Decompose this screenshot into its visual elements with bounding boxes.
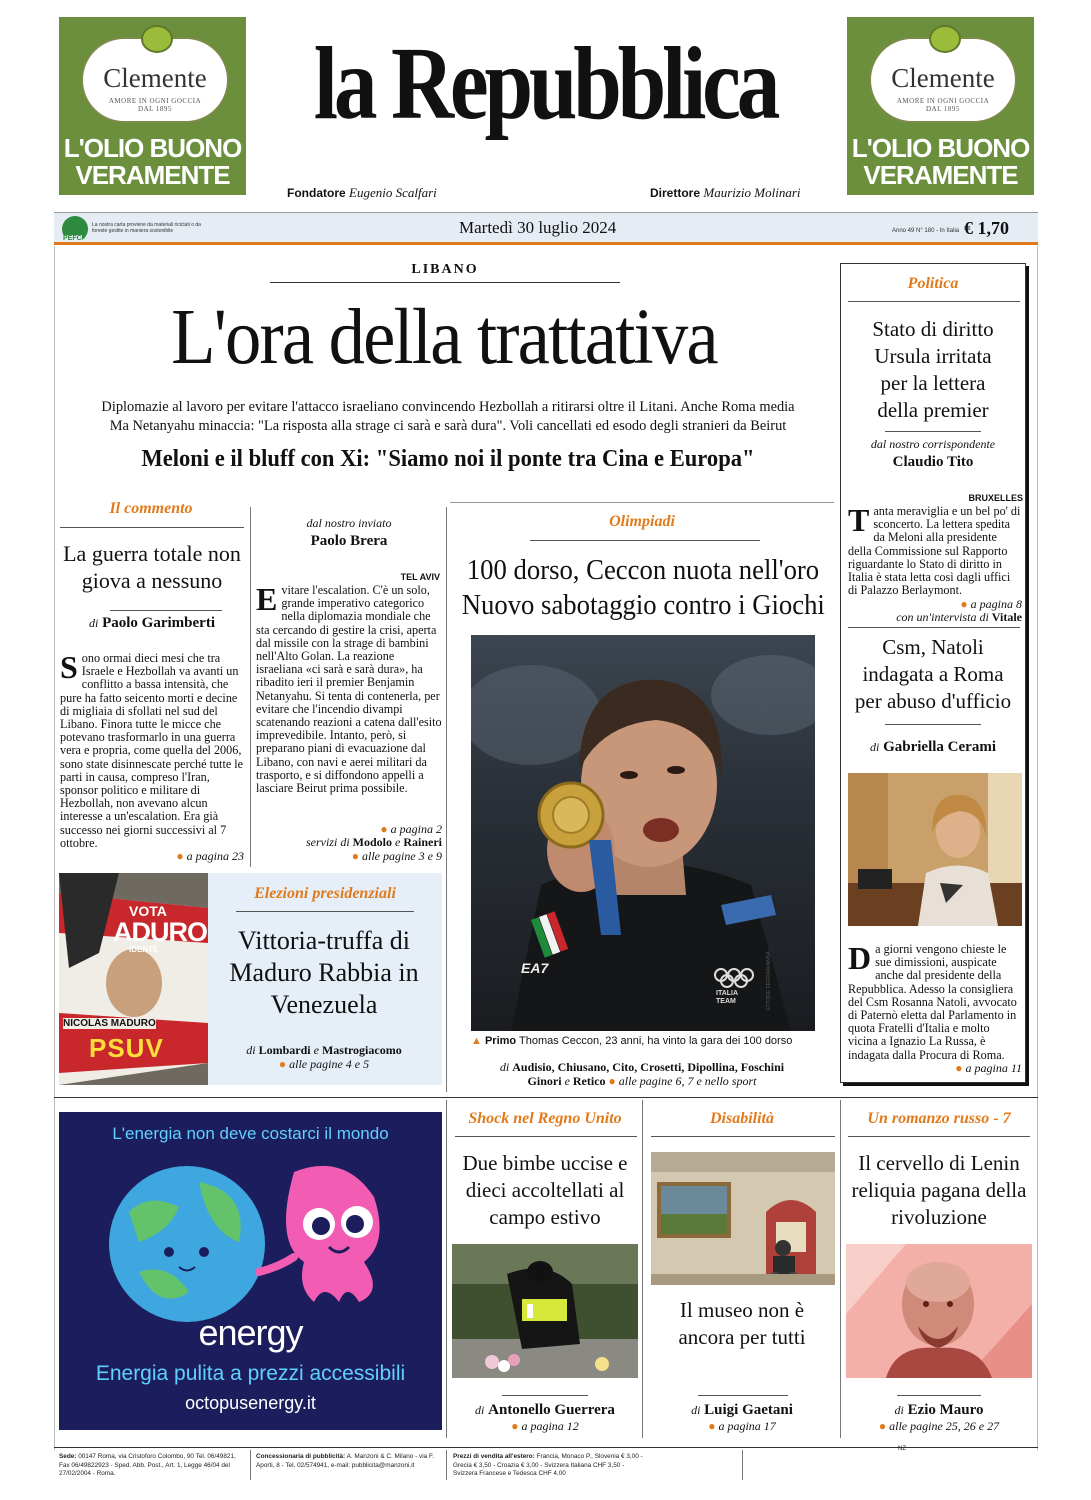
poster-name: NICOLÁS MADURO (63, 1018, 156, 1029)
photo-credit: ETTORE FERRARI/ANSA (766, 951, 772, 1010)
footer-code: NZ (898, 1446, 906, 1452)
olimpiadi-authors: di Audisio, Chiusano, Cito, Crosetti, Dipollina, Foschini (499, 1060, 785, 1074)
romanzo-kicker: Un romanzo russo - 7 (867, 1110, 1011, 1127)
politica-interview: con un'intervista di Vitale (896, 610, 1022, 624)
commento-ref[interactable]: ● a pagina 23 (176, 849, 244, 863)
uk-kicker: Shock nel Regno Unito (468, 1110, 622, 1127)
shirt-brand: EA7 (521, 960, 549, 976)
lead-kicker: LIBANO (411, 262, 479, 277)
romanzo-byline: di Ezio Mauro (894, 1402, 984, 1418)
lead-deck-2: Ma Netanyahu minaccia: "La risposta alla strage ci sarà e sarà dura". Voli cancellati ed esodo degli stranieri da Beirut (109, 418, 787, 434)
inviato-ref-2[interactable]: ● alle pagine 3 e 9 (351, 849, 442, 863)
csm-byline: di Gabriella Cerami (870, 739, 996, 755)
commento-kicker: Il commento (109, 500, 193, 517)
disabilita-byline: di Luigi Gaetani (691, 1402, 793, 1418)
venezuela-kicker: Elezioni presidenziali (254, 885, 396, 902)
uk-ref[interactable]: ● a pagina 12 (511, 1419, 579, 1433)
olio-tag-1: L'OLIO BUONO (63, 133, 242, 163)
venezuela-byline: di Lombardi e Mastrogiacomo (246, 1043, 402, 1057)
csm-ref[interactable]: ● a pagina 11 (955, 1061, 1022, 1075)
olive-icon (929, 25, 961, 53)
olio-sub: AMORE IN OGNI GOCCIA DAL 1895 (108, 97, 202, 113)
lead-headline[interactable]: L'ora della trattativa (171, 294, 717, 381)
disabilita-title[interactable]: Il museo non è ancora per tutti (678, 1298, 806, 1349)
politica-kicker: Politica (907, 275, 959, 292)
venezuela-title[interactable]: Vittoria-truffa di Maduro Rabbia in Venezuela (229, 926, 419, 1019)
lead-deck-1: Diplomazie al lavoro per evitare l'attacco israeliano convincendo Hezbollah a ritirarsi oltre il Litani. Anche Roma media (101, 399, 795, 415)
olio-brand: Clemente (891, 63, 995, 93)
politica-label: dal nostro corrispondente (870, 437, 996, 451)
inviato-services: servizi di Modolo e Raineri (305, 835, 442, 849)
inviato-dateline: TEL AVIV (400, 572, 440, 582)
lead-sub[interactable]: Meloni e il bluff con Xi: "Siamo noi il ponte tra Cina e Europa" (141, 446, 755, 472)
museum-illustration (651, 1152, 835, 1285)
footer-sede: Sede: 00147 Roma, via Cristoforo Colombo, 90 Tel. 06/49821, Fax 06/49822923 - Sped. Abb. Post., Art. 1, Legge 46/04 del 27/02/2004 - Roma. (59, 1453, 236, 1477)
disabilita-ref[interactable]: ● a pagina 17 (708, 1419, 776, 1433)
olio-sub: AMORE IN OGNI GOCCIA DAL 1895 (896, 97, 990, 113)
olio-ad-right[interactable] (847, 17, 1034, 195)
natoli-illustration (848, 773, 1022, 926)
romanzo-ref[interactable]: ● alle pagine 25, 26 e 27 (878, 1419, 1000, 1433)
olio-badge (81, 37, 229, 123)
poster-vota: VOTA (129, 903, 167, 919)
octopus-mascots (99, 1152, 399, 1322)
politica-body: Tanta meraviglia e un bel po' di sconcerto. La lettera spedita da Meloni alla presidente della Commissione sul Rapporto riguardante lo Stato di diritto in Italia è stata letta così dagli uffici di Palazzo Berlaymont. (848, 502, 1021, 598)
date-bar (54, 212, 1038, 245)
olive-icon (141, 25, 173, 53)
shirt-team: ITALIA TEAM (716, 990, 739, 1005)
lenin-photo (846, 1244, 1032, 1378)
pefc-logo: PEFC (63, 235, 82, 242)
politica-author: Claudio Tito (892, 454, 974, 470)
olimpiadi-title-1[interactable]: 100 dorso, Ceccon nuota nell'oro (466, 554, 820, 586)
dropcap: D (848, 940, 872, 976)
uk-photo (452, 1244, 638, 1378)
olimpiadi-kicker: Olimpiadi (609, 513, 675, 530)
inviato-label: dal nostro inviato (306, 516, 392, 530)
disabilita-kicker: Disabilità (709, 1110, 774, 1127)
pefc-note: La nostra carta proviene da materiali riciclati o da foreste gestite in maniera sostenibile (92, 222, 201, 234)
director-line: Direttore Maurizio Molinari (650, 185, 801, 200)
natoli-photo (848, 773, 1022, 926)
dropcap: E (256, 581, 278, 617)
price: € 1,70 (964, 218, 1009, 238)
footer-prezzi: Prezzi di vendita all'estero: Francia, Monaco P., Slovenia € 3,00 - Grecia € 3,50 - Croazia € 3,00 - Svizzera Italiana CHF 3,50 - Svizzera Francese e Tedesca CHF 4,00 (453, 1453, 643, 1477)
octopus-url[interactable]: octopusenergy.it (185, 1393, 316, 1413)
triangle-icon: ▲ (471, 1035, 482, 1047)
lenin-illustration (846, 1244, 1032, 1378)
olimpiadi-authors-2: Ginori e Retico ● alle pagine 6, 7 e nello sport (527, 1074, 757, 1088)
ceccon-photo (471, 635, 815, 1031)
poster-idente: IDENTE (129, 945, 159, 954)
politica-title[interactable]: Stato di diritto Ursula irritata per la lettera della premier (872, 317, 994, 422)
commento-byline: di Paolo Garimberti (89, 615, 215, 631)
olio-ad-left[interactable] (59, 17, 246, 195)
octopus-ad[interactable] (59, 1112, 442, 1430)
poster-party: PSUV (89, 1033, 164, 1063)
olio-tag-1: L'OLIO BUONO (851, 133, 1030, 163)
inviato-ref[interactable]: ● a pagina 2 (380, 822, 442, 836)
commento-title[interactable]: La guerra totale non giova a nessuno (63, 541, 241, 593)
founder-line: Fondatore Eugenio Scalfari (287, 185, 437, 200)
poster-aduro: ADURO (113, 917, 207, 947)
issue-info: Anno 49 N° 180 - In Italia (892, 228, 960, 234)
uk-illustration (452, 1244, 638, 1378)
olio-badge (869, 37, 1017, 123)
octopus-tagline: Energia pulita a prezzi accessibili (95, 1362, 406, 1385)
footer-concessionaria: Concessionaria di pubblicità: A. Manzoni & C. Milano - via F. Aporti, 8 - Tel. 02/574941, e-mail: pubblicita@manzoni.it (256, 1453, 434, 1469)
maduro-photo (59, 873, 208, 1085)
olimpiadi-caption: ▲ Primo Thomas Ceccon, 23 anni, ha vinto la gara dei 100 dorso (471, 1035, 793, 1047)
csm-body: Da giorni vengono chieste le sue dimissioni, auspicate anche dal presidente della Repubblica. Adesso la consigliera del Csm Rosanna Natoli, avvocato di Paternò eletta dal Parlamento in quota Fratelli d'Italia e molto vicina a Ignazio La Russa, è indagata dalla Procura di Roma. (848, 940, 1017, 1062)
politica-dateline: BRUXELLES (968, 493, 1023, 503)
commento-body: Sono ormai dieci mesi che tra Israele e Hezbollah va avanti un conflitto a bassa intensità, che pure ha fatto seicento morti e decine di migliaia di sfollati nel sud del Libano. Finora tutte le micce che potevano trasformarlo in una guerra vera e propria, come quella del 2006, sono state disinnescate perché tutte le parti in causa, compreso l'Iran, sponsor politico e militare di Hezbollah, non avevano alcun interesse a un'escalation. Era già successo nei giorni successivi al 7 ottobre. (60, 649, 244, 850)
dropcap: S (60, 649, 78, 685)
uk-byline: di Antonello Guerrera (475, 1402, 615, 1418)
olio-tag-2: VERAMENTE (863, 160, 1018, 190)
olimpiadi-title-2[interactable]: Nuovo sabotaggio contro i Giochi (461, 589, 825, 621)
museum-photo (651, 1152, 835, 1285)
politica-ref[interactable]: ● a pagina 8 (960, 597, 1022, 611)
octopus-top: L'energia non deve costarci il mondo (112, 1124, 389, 1143)
masthead-title[interactable]: la Repubblica (313, 26, 777, 141)
octopus-brand: energy (198, 1312, 303, 1353)
olio-brand: Clemente (103, 63, 207, 93)
issue-date: Martedì 30 luglio 2024 (459, 218, 617, 237)
olio-tag-2: VERAMENTE (75, 160, 230, 190)
dropcap: T (848, 502, 870, 538)
inviato-author: Paolo Brera (310, 533, 388, 549)
venezuela-ref[interactable]: ● alle pagine 4 e 5 (278, 1057, 370, 1071)
uk-title[interactable]: Due bimbe uccise e dieci accoltellati al campo estivo (462, 1151, 628, 1229)
csm-title[interactable]: Csm, Natoli indagata a Roma per abuso d'ufficio (854, 635, 1012, 713)
inviato-body: Evitare l'escalation. C'è un solo, grande imperativo categorico nella diplomazia mondiale che sta cercando di gestire la crisi, aperta dal missile con la strage di bambini nell'Alto Golan. La reazione israeliana «ci sarà e sarà dura», ha ribadito ieri il premier Benjamin Netanyahu. Si tenta di contenerla, per evitare che l'incendio divampi scatenando reazioni a catena dall'esito imprevedibile. Intanto, però, si preparano piani di evacuazione dal Libano, con navi e aerei militari da trasporto, e si diffondono appelli a lasciare Beirut prima possibile. (256, 581, 442, 796)
romanzo-title[interactable]: Il cervello di Lenin reliquia pagana della rivoluzione (851, 1151, 1027, 1229)
